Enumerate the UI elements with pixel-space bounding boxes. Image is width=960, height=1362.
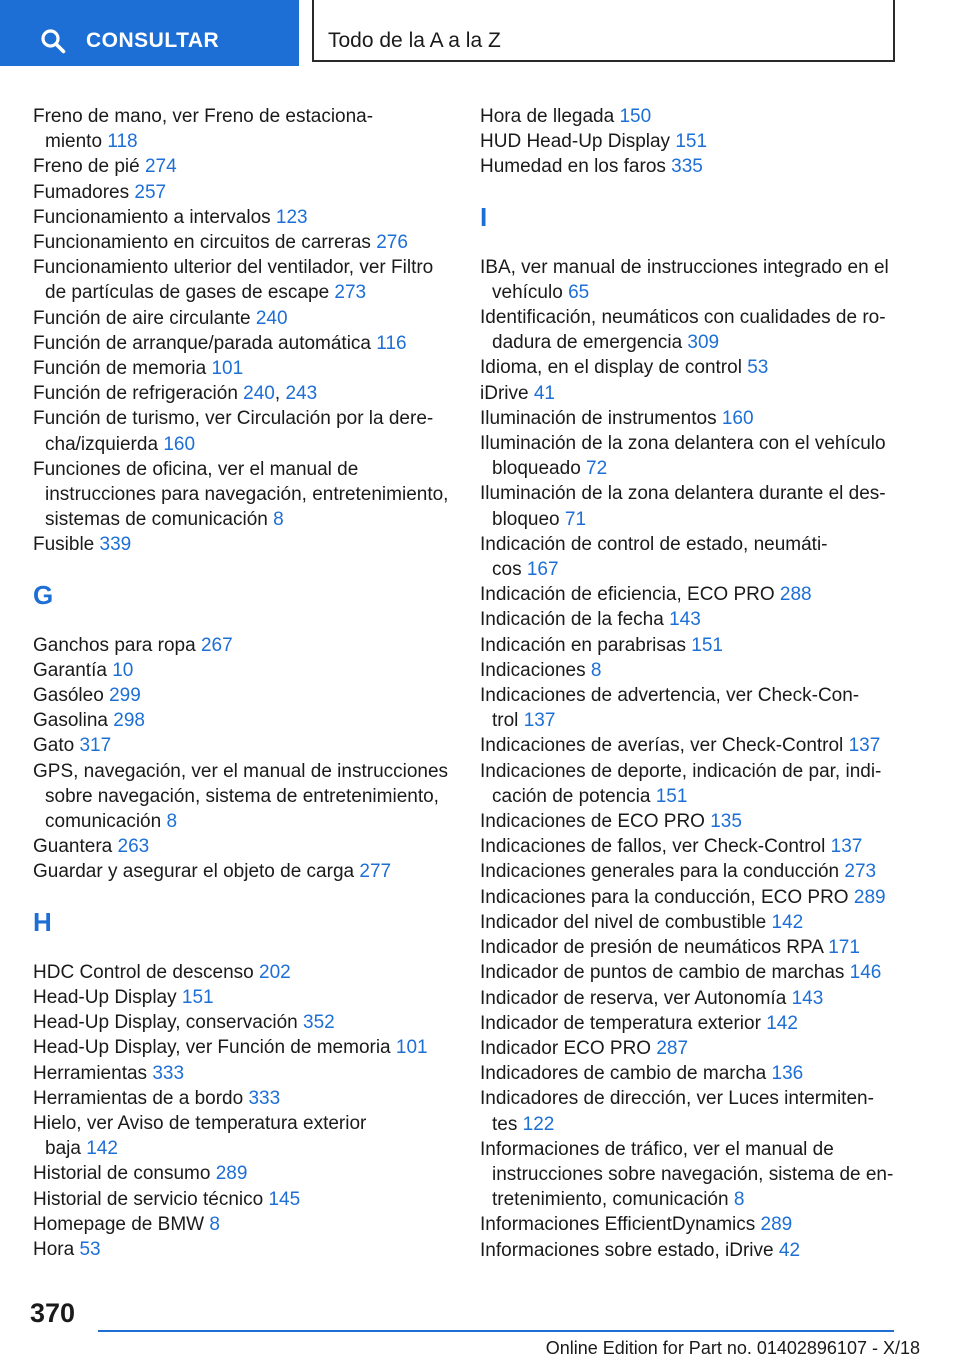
index-entry-text: Identificación, neumáticos con cualidades de ro- [480, 307, 886, 329]
index-entry [480, 481, 900, 531]
index-entry [480, 986, 900, 1011]
index-entry-continuation: tes [492, 1113, 518, 1135]
page-reference-link[interactable]: 298 [113, 710, 145, 732]
index-entry-text: Iluminación de la zona delantera con el vehículo [480, 433, 886, 455]
index-entry [480, 104, 900, 129]
index-entry [480, 1011, 900, 1036]
index-entry-text: Indicador de puntos de cambio de marchas [480, 962, 845, 984]
page-reference-link[interactable]: 333 [248, 1087, 281, 1109]
page-reference-link[interactable]: 65 [568, 281, 590, 303]
page-reference-link[interactable]: 146 [849, 962, 882, 984]
page-reference-link[interactable]: 142 [86, 1138, 118, 1160]
index-entry [480, 582, 900, 607]
page-reference-link[interactable]: 137 [523, 710, 556, 732]
index-entry-text: Informaciones sobre estado, iDrive [480, 1239, 774, 1261]
page-reference-link[interactable]: 8 [733, 1189, 745, 1211]
page-reference-link[interactable]: 151 [655, 785, 688, 807]
index-entry-text: Fumadores [33, 181, 130, 203]
index-entry-text: Hora de llegada [480, 106, 615, 127]
index-entry [480, 255, 900, 305]
index-entry [480, 129, 900, 154]
index-entry [33, 985, 453, 1010]
page-reference-link[interactable]: 151 [675, 131, 708, 153]
index-entry-continuation: miento [45, 131, 103, 153]
index-entry-text: Guardar y asegurar el objeto de carga [33, 861, 355, 883]
index-entry [33, 331, 453, 356]
index-entry [33, 1086, 453, 1111]
page-reference-link[interactable]: 335 [671, 156, 703, 178]
page-reference-link[interactable]: 276 [376, 232, 408, 254]
index-entry-continuation: vehículo [492, 281, 563, 303]
index-entry [33, 759, 453, 835]
index-entry-text: Gato [33, 735, 75, 757]
index-entry [480, 960, 900, 985]
index-entry-text: Indicaciones de advertencia, ver Check-Con- [480, 685, 860, 707]
index-entry-text: Función de turismo, ver Circulación por la dere- [33, 408, 434, 430]
index-entry-continuation: trol [492, 710, 519, 732]
index-entry-text: Homepage de BMW [33, 1213, 205, 1235]
index-entry [33, 733, 453, 758]
index-entry-text: Head-Up Display, ver Función de memoria [33, 1037, 391, 1059]
index-entry [480, 683, 900, 733]
index-entry-text: Indicador del nivel de combustible [480, 911, 767, 933]
page-reference-link[interactable]: 122 [522, 1113, 555, 1135]
index-entry [480, 532, 900, 582]
index-entry-text: Gasolina [33, 710, 108, 732]
search-icon [40, 28, 66, 54]
index-entry [33, 1187, 453, 1212]
page-reference-link[interactable]: 240 [243, 383, 275, 405]
index-entry-continuation: sistemas de comunicación [45, 509, 268, 531]
index-entry-continuation: sobre navegación, sistema de entretenimiento, [45, 785, 439, 807]
page-reference-link[interactable]: 333 [152, 1062, 185, 1084]
page-reference-link[interactable]: 8 [590, 659, 602, 681]
page-reference-link[interactable]: 240 [255, 307, 288, 329]
index-entry-continuation: bloqueo [492, 508, 560, 530]
index-column-right [480, 104, 900, 1263]
index-entry [480, 910, 900, 935]
index-entry-continuation: baja [45, 1138, 81, 1160]
index-entry-text: Indicación de control de estado, neumáti- [480, 533, 828, 555]
page-reference-link[interactable]: 101 [211, 358, 244, 380]
index-entry-text: Función de refrigeración [33, 383, 238, 405]
index-entry-continuation: dadura de emergencia [492, 332, 683, 354]
index-entry-text: Indicación de eficiencia, ECO PRO [480, 584, 775, 606]
index-entry-text: Indicaciones de ECO PRO [480, 811, 705, 833]
index-entry [33, 1212, 453, 1237]
index-entry: Función de refrigeración 240, 243 [33, 383, 318, 405]
index-entry [480, 1212, 900, 1237]
page-reference-link[interactable]: 123 [275, 206, 308, 228]
index-entry [480, 431, 900, 481]
index-entry [33, 1010, 453, 1035]
page-reference-link[interactable]: 143 [669, 609, 701, 631]
index-entry [33, 1237, 453, 1262]
page-reference-link[interactable]: 352 [303, 1012, 335, 1034]
az-index-label: Todo de la A a la Z [328, 29, 501, 52]
index-entry-continuation: tretenimiento, comunicación [492, 1189, 729, 1211]
page-reference-link[interactable]: 8 [166, 811, 178, 833]
index-entry-text: Indicaciones de averías, ver Check-Control [480, 735, 844, 757]
index-entry-text: iDrive [480, 382, 529, 404]
index-entry-text: Iluminación de instrumentos [480, 407, 717, 429]
index-entry-text: Funcionamiento a intervalos [33, 206, 271, 228]
page-reference-link[interactable]: 8 [209, 1213, 220, 1235]
page-reference-link[interactable]: 299 [109, 685, 141, 707]
page-reference-link[interactable]: 274 [144, 156, 177, 178]
index-entry [33, 255, 453, 305]
index-entry-continuation: cación de potencia [492, 785, 651, 807]
index-entry-text: Idioma, en el display de control [480, 357, 742, 379]
index-entry [480, 935, 900, 960]
page-reference-link[interactable]: 10 [112, 659, 134, 681]
index-entry [33, 1161, 453, 1186]
page-reference-link[interactable]: 273 [844, 861, 877, 883]
index-entry-text: Head-Up Display, conservación [33, 1012, 298, 1034]
index-entry-text: Indicador de presión de neumáticos RPA [480, 937, 823, 959]
page-reference-link[interactable]: 289 [760, 1214, 793, 1236]
index-entry-continuation: de partículas de gases de escape [45, 282, 330, 304]
page-reference-link[interactable]: 202 [259, 961, 291, 983]
index-entry [33, 859, 453, 884]
index-entry [33, 633, 453, 658]
index-entry-continuation: cha/izquierda [45, 433, 159, 455]
page-reference-link[interactable]: 137 [830, 836, 863, 858]
page-reference-link[interactable]: 167 [526, 559, 559, 581]
index-entry-continuation: comunicación [45, 811, 162, 833]
index-entry [480, 733, 900, 758]
index-entry [480, 1036, 900, 1061]
index-entry [33, 356, 453, 381]
index-letter-heading: I [480, 201, 488, 232]
index-entry-text: Informaciones de tráfico, ver el manual de [480, 1138, 834, 1160]
index-entry-text: Indicaciones generales para la conducción [480, 861, 840, 883]
index-entry [33, 104, 453, 154]
index-entry [480, 1137, 900, 1213]
index-entry-text: Hielo, ver Aviso de temperatura exterior [33, 1112, 367, 1134]
index-entry [480, 834, 900, 859]
index-entry [33, 1061, 453, 1086]
index-entry [480, 355, 900, 380]
page-reference-link[interactable]: 150 [619, 106, 652, 127]
index-entry-text: Gasóleo [33, 685, 104, 707]
consult-button[interactable] [0, 0, 299, 66]
page-reference-link[interactable]: 289 [853, 886, 886, 908]
index-entry [480, 658, 900, 683]
page-reference-link[interactable]: 71 [564, 508, 587, 530]
index-entry [480, 305, 900, 355]
page-reference-link[interactable]: 273 [334, 282, 367, 304]
page-reference-link[interactable]: 135 [710, 811, 742, 833]
index-entry [480, 1061, 900, 1086]
index-entry [33, 1111, 453, 1161]
index-entry-text: HDC Control de descenso [33, 961, 254, 983]
index-entry-text: Indicador de temperatura exterior [480, 1012, 761, 1034]
index-entry-text: Indicación de la fecha [480, 609, 664, 631]
page-reference-link[interactable]: 118 [107, 131, 138, 153]
index-entry [33, 406, 453, 456]
index-entry-continuation: cos [492, 559, 522, 581]
page-reference-link[interactable]: 143 [791, 987, 824, 1009]
page-reference-link[interactable]: 257 [134, 181, 167, 203]
index-entry [480, 1238, 900, 1263]
index-entry [480, 885, 900, 910]
index-entry-text: Indicaciones para la conducción, ECO PRO [480, 886, 849, 908]
index-entry-text: Freno de pié [33, 156, 140, 178]
index-entry-text: Fusible [33, 534, 95, 556]
index-entry-text: Funcionamiento en circuitos de carreras [33, 232, 371, 254]
index-entry-text: Historial de consumo [33, 1163, 211, 1185]
index-entry [33, 834, 453, 859]
page-reference-link[interactable]: 145 [268, 1188, 301, 1210]
page-reference-link[interactable]: 72 [586, 458, 608, 480]
index-entry-text: GPS, navegación, ver el manual de instrucciones [33, 760, 449, 782]
page-reference-link[interactable]: 288 [779, 584, 812, 606]
index-entry-text: Funciones de oficina, ver el manual de [33, 458, 359, 480]
index-entry [33, 683, 453, 708]
page-reference-link[interactable]: 339 [99, 534, 132, 556]
index-entry-text: Ganchos para ropa [33, 634, 196, 656]
page-reference-link[interactable]: 317 [79, 735, 112, 757]
index-entry-text: Indicaciones de deporte, indicación de par, indi- [480, 760, 882, 782]
index-entry [33, 658, 453, 683]
index-entry [480, 809, 900, 834]
index-entry-text: Indicadores de cambio de marcha [480, 1063, 767, 1085]
page-reference-link[interactable]: 171 [828, 937, 860, 959]
index-entry [33, 205, 453, 230]
index-entry [33, 230, 453, 255]
index-letter-heading: G [33, 579, 54, 610]
index-entry-text: Humedad en los faros [480, 156, 666, 178]
index-entry-text: Indicaciones [480, 659, 586, 681]
page-number: 370 [30, 1298, 76, 1328]
index-entry-text: IBA, ver manual de instrucciones integrado en el [480, 256, 889, 278]
page-reference-link[interactable]: 41 [533, 382, 555, 404]
index-entry-text: Función de memoria [33, 358, 207, 380]
index-entry-text: Freno de mano, ver Freno de estaciona- [33, 106, 374, 127]
index-entry [480, 1086, 900, 1136]
page-reference-link[interactable]: 137 [848, 735, 881, 757]
index-entry-text: HUD Head-Up Display [480, 131, 671, 153]
page-reference-link[interactable]: 267 [200, 634, 233, 656]
page-reference-link[interactable]: 101 [395, 1037, 428, 1059]
page-reference-link[interactable]: 263 [117, 836, 150, 858]
index-entry-text: Guantera [33, 836, 113, 858]
index-entry [480, 406, 900, 431]
index-entry-continuation: instrucciones para navegación, entretenimiento, [45, 484, 449, 506]
index-entry-text: Función de arranque/parada automática [33, 332, 372, 354]
page-reference-link[interactable]: 116 [376, 332, 407, 354]
page-reference-link[interactable]: 142 [766, 1012, 798, 1034]
index-entry-text: Herramientas de a bordo [33, 1087, 244, 1109]
edition-footer: Online Edition for Part no. 01402896107 - X/18 [545, 1338, 920, 1358]
index-entry-text: Informaciones EfficientDynamics [480, 1214, 756, 1236]
index-letter-heading: H [33, 906, 52, 937]
page-reference-link[interactable]: 136 [771, 1063, 804, 1085]
page-reference-link[interactable]: 53 [747, 357, 769, 379]
index-entry-text: Función de aire circulante [33, 307, 251, 329]
index-entry-continuation: bloqueado [492, 458, 581, 480]
page-reference-link[interactable]: 151 [691, 634, 723, 656]
index-entry-text: Hora [33, 1238, 75, 1260]
index-entry-text: Iluminación de la zona delantera durante el des- [480, 483, 886, 505]
index-entry [480, 607, 900, 632]
page-reference-link[interactable]: 277 [359, 861, 392, 883]
page-reference-link[interactable]: 142 [771, 911, 804, 933]
index-entry [480, 633, 900, 658]
index-entry-text: Historial de servicio técnico [33, 1188, 264, 1210]
az-index-tab[interactable] [312, 0, 895, 62]
page-reference-link[interactable]: 42 [778, 1239, 801, 1261]
top-navigation-bar [0, 0, 960, 66]
index-entry [480, 154, 900, 179]
index-entry [33, 457, 453, 533]
index-entry [33, 960, 453, 985]
index-entry-text: Indicación en parabrisas [480, 634, 686, 656]
page-reference-link[interactable]: 289 [215, 1163, 248, 1185]
index-entry-text: Indicador de reserva, ver Autonomía [480, 987, 787, 1009]
index-entry [33, 532, 453, 557]
index-entry-text: Indicaciones de fallos, ver Check-Control [480, 836, 826, 858]
index-entry [33, 708, 453, 733]
page-reference-link[interactable]: 8 [273, 509, 284, 531]
index-entry [480, 759, 900, 809]
index-entry-continuation: instrucciones sobre navegación, sistema de en- [492, 1163, 894, 1185]
index-entry-text: Head-Up Display [33, 986, 177, 1008]
index-entry [33, 1035, 453, 1060]
index-entry-text: Indicador ECO PRO [480, 1037, 652, 1059]
index-entry [480, 381, 900, 406]
index-entry-text: Herramientas [33, 1062, 148, 1084]
consult-label: CONSULTAR [86, 29, 220, 52]
page-reference-link[interactable]: 160 [163, 433, 196, 455]
index-column-left [33, 104, 453, 1262]
index-entry [33, 180, 453, 205]
index-entry [33, 154, 453, 179]
page-reference-link[interactable]: 53 [79, 1238, 101, 1260]
index-entry-text: Indicadores de dirección, ver Luces intermiten- [480, 1088, 874, 1110]
index-entry-text: Funcionamiento ulterior del ventilador, ver Filtro [33, 257, 434, 279]
index-entry [33, 306, 453, 331]
index-entry [480, 859, 900, 884]
page-reference-link[interactable]: 160 [721, 407, 754, 429]
page-reference-link[interactable]: 309 [687, 332, 720, 354]
index-entry-text: Garantía [33, 659, 107, 681]
page-reference-link[interactable]: 287 [656, 1037, 689, 1059]
footer-divider [98, 1330, 894, 1332]
page-reference-link[interactable]: 151 [181, 986, 214, 1008]
page-reference-link[interactable]: 243 [285, 383, 318, 405]
